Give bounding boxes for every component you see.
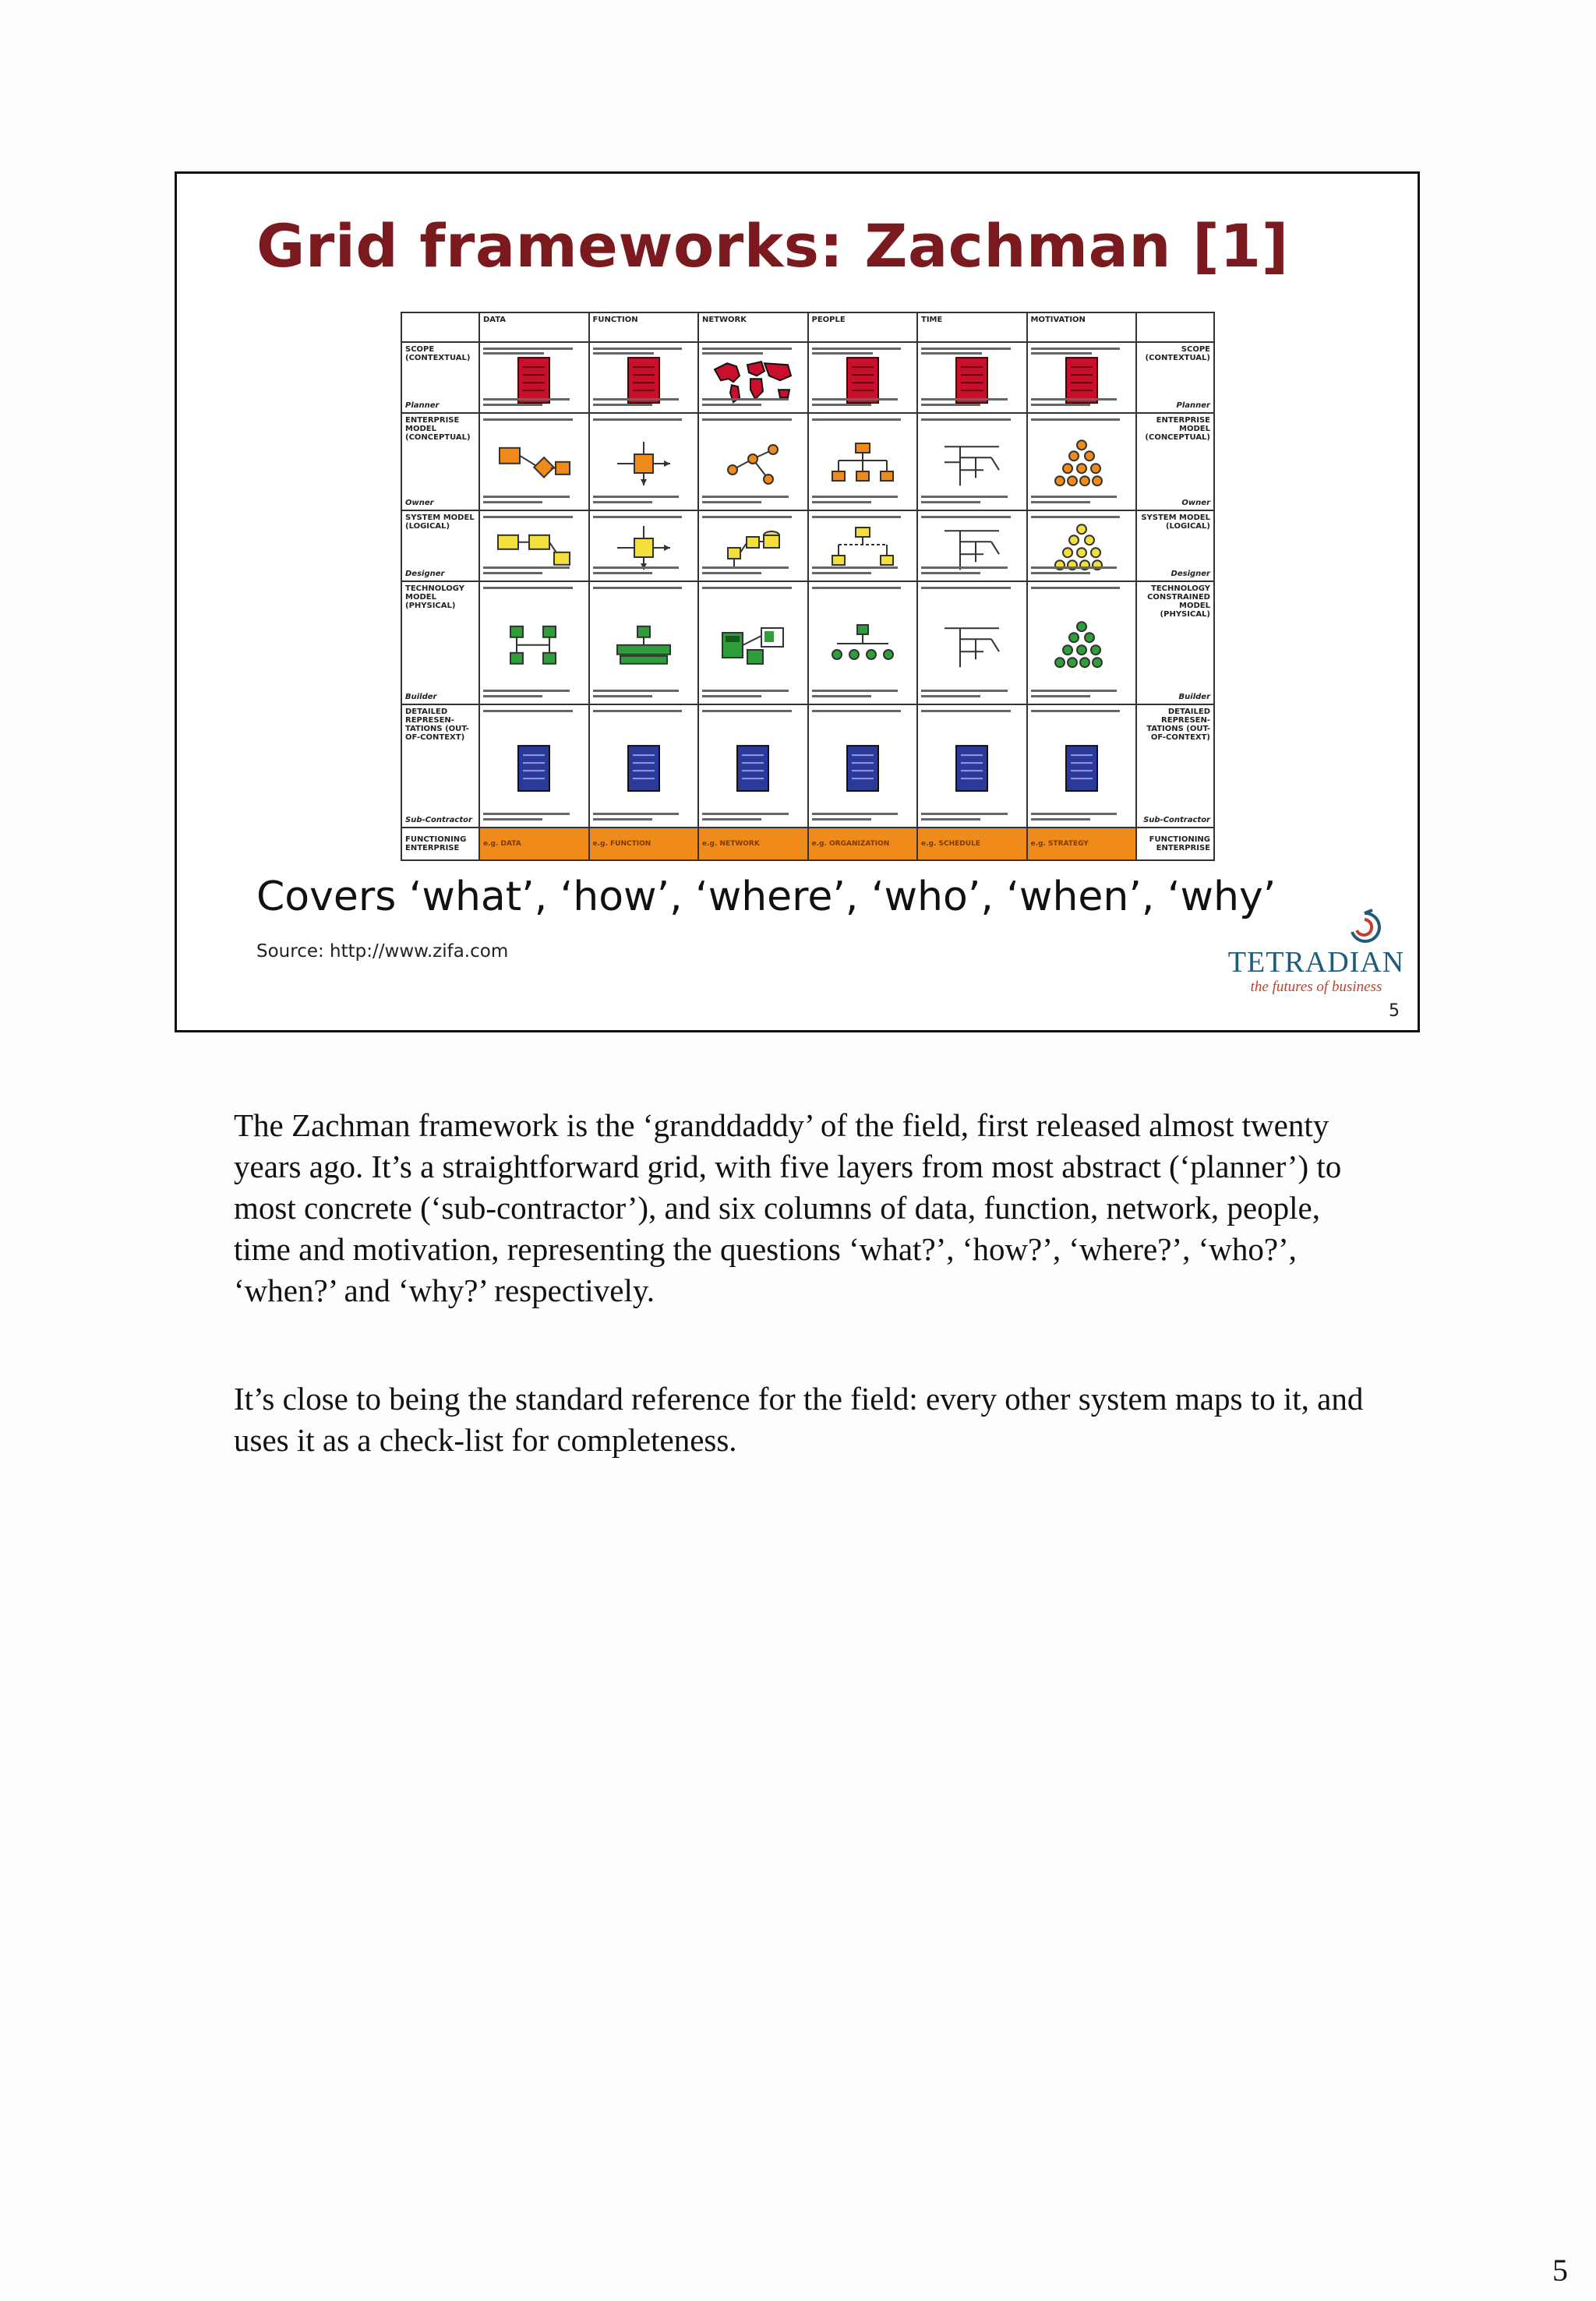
grid-cell: [917, 413, 1027, 510]
row-role-owner-right: Owner: [1181, 498, 1210, 507]
document-list-icon: [517, 356, 551, 404]
column-header-people: PEOPLE: [808, 312, 918, 342]
grid-row-enterprise-model: [401, 413, 1214, 510]
row-role-builder: Builder: [405, 692, 437, 701]
grid-cell: [1027, 342, 1137, 413]
row-role-subcontractor-right: Sub-Contractor: [1143, 816, 1210, 824]
node-network-icon: [722, 440, 784, 487]
process-flow-icon: [613, 440, 675, 487]
physical-data-icon: [503, 623, 565, 667]
row-label-detailed-representations: DETAILED REPRESEN-TATIONS (OUT-OF-CONTEXT) Sub-Contractor: [401, 704, 479, 828]
system-architecture-icon: [718, 622, 788, 669]
footer-cell-time: e.g. SCHEDULE: [917, 828, 1027, 860]
rule-specification-icon: [1065, 744, 1099, 792]
document-list-icon: [846, 356, 880, 404]
grid-cell: [589, 342, 699, 413]
grid-cell: [808, 413, 918, 510]
grid-cell: [479, 704, 589, 828]
grid-cell: [917, 510, 1027, 581]
column-header-data: DATA: [479, 312, 589, 342]
goal-tree-icon: [1050, 439, 1113, 489]
entity-relationship-icon: [495, 442, 573, 485]
grid-row-functioning-enterprise: [401, 828, 1214, 860]
grid-row-system-model: [401, 510, 1214, 581]
grid-corner-right: [1136, 312, 1214, 342]
grid-cell: [917, 581, 1027, 704]
page-number: 5: [1552, 2253, 1568, 2288]
row-role-designer: Designer: [405, 569, 445, 578]
notes-paragraph-1: The Zachman framework is the ‘granddaddy’ of the field, first released almost twenty years ago. It’s a straightforward grid, with five layers from most abstract (‘planner’) to most concrete (‘sub-contractor’), and six columns of data, function, network, people, time and motivation, representing the questions ‘what?’, ‘how?’, ‘where?’, ‘who?’, ‘when?’ and ‘why?’ respectively.: [234, 1107, 1342, 1308]
footer-cell-function: e.g. FUNCTION: [589, 828, 699, 860]
grid-cell: [479, 510, 589, 581]
row-role-owner: Owner: [405, 498, 434, 507]
row-role-planner: Planner: [405, 401, 440, 411]
grid-cell: [698, 704, 808, 828]
grid-row-technology-model: [401, 581, 1214, 704]
slide-title: Grid frameworks: Zachman [1]: [256, 211, 1289, 281]
tetradian-logo-icon: [1346, 909, 1383, 949]
row-role-designer-right: Designer: [1171, 569, 1210, 578]
footer-cell-people: e.g. ORGANIZATION: [808, 828, 918, 860]
grid-row-scope: [401, 342, 1214, 413]
row-label-technology-model-right: TECHNOLOGY CONSTRAINED MODEL (PHYSICAL) Builder: [1136, 581, 1214, 704]
row-label-system-model-right: SYSTEM MODEL (LOGICAL) Designer: [1136, 510, 1214, 581]
column-header-time: TIME: [917, 312, 1027, 342]
grid-cell: [1027, 413, 1137, 510]
document-list-icon: [1065, 356, 1099, 404]
grid-cell: [698, 413, 808, 510]
slide-frame: [175, 171, 1420, 1032]
logo-name: TETRADIAN: [1227, 946, 1405, 979]
column-header-function: FUNCTION: [589, 312, 699, 342]
grid-cell: [1027, 510, 1137, 581]
presentation-architecture-icon: [828, 622, 898, 669]
row-role-planner-right: Planner: [1176, 401, 1210, 411]
program-icon: [627, 744, 661, 792]
rule-design-icon: [1050, 620, 1113, 670]
row-role-builder-right: Builder: [1178, 692, 1210, 701]
row-label-enterprise-model: ENTERPRISE MODEL (CONCEPTUAL) Owner: [401, 413, 479, 510]
logo-tagline: the futures of business: [1250, 979, 1382, 995]
grid-row-detailed-representations: [401, 704, 1214, 828]
network-architecture-icon: [736, 744, 770, 792]
grid-cell: [1027, 581, 1137, 704]
grid-cell: [698, 342, 808, 413]
grid-cell: [698, 581, 808, 704]
human-interface-icon: [828, 524, 898, 571]
zachman-grid: [401, 312, 1215, 861]
zachman-table: [401, 312, 1215, 861]
distributed-system-icon: [722, 524, 784, 571]
grid-cell: [589, 704, 699, 828]
grid-cell: [808, 581, 918, 704]
row-label-system-model: SYSTEM MODEL (LOGICAL) Designer: [401, 510, 479, 581]
document-list-icon: [955, 356, 989, 404]
grid-cell: [808, 704, 918, 828]
data-definition-icon: [517, 744, 551, 792]
control-structure-icon: [937, 620, 1007, 670]
notes-paragraph-2: It’s close to being the standard reference for the field: every other system maps to it, and uses it as a check-list for completeness.: [234, 1381, 1364, 1458]
footer-cell-data: e.g. DATA: [479, 828, 589, 860]
system-design-icon: [613, 623, 675, 667]
grid-cell: [589, 413, 699, 510]
row-label-scope: SCOPE (CONTEXTUAL) Planner: [401, 342, 479, 413]
grid-cell: [589, 510, 699, 581]
row-label-detailed-representations-right: DETAILED REPRESEN-TATIONS (OUT-OF-CONTEXT) Sub-Contractor: [1136, 704, 1214, 828]
slide-number: 5: [1389, 1001, 1400, 1021]
schedule-icon: [937, 439, 1007, 489]
grid-corner-left: [401, 312, 479, 342]
footer-cell-network: e.g. NETWORK: [698, 828, 808, 860]
grid-cell: [479, 581, 589, 704]
grid-cell: [589, 581, 699, 704]
row-label-functioning-enterprise-right: FUNCTIONING ENTERPRISE: [1136, 828, 1214, 860]
security-architecture-icon: [846, 744, 880, 792]
grid-cell: [808, 342, 918, 413]
slide-subtitle: Covers ‘what’, ‘how’, ‘where’, ‘who’, ‘when’, ‘why’: [256, 873, 1276, 920]
timing-definition-icon: [955, 744, 989, 792]
grid-cell: [917, 342, 1027, 413]
document-list-icon: [627, 356, 661, 404]
grid-cell: [479, 413, 589, 510]
data-model-icon: [495, 526, 573, 570]
row-label-functioning-enterprise: FUNCTIONING ENTERPRISE: [401, 828, 479, 860]
column-header-network: NETWORK: [698, 312, 808, 342]
footer-cell-motivation: e.g. STRATEGY: [1027, 828, 1137, 860]
grid-header-row: [401, 312, 1214, 342]
org-chart-icon: [828, 440, 898, 487]
application-architecture-icon: [613, 524, 675, 571]
grid-cell: [479, 342, 589, 413]
row-label-scope-right: SCOPE (CONTEXTUAL) Planner: [1136, 342, 1214, 413]
slide-source: Source: http://www.zifa.com: [256, 941, 509, 962]
grid-cell: [917, 704, 1027, 828]
row-label-technology-model: TECHNOLOGY MODEL (PHYSICAL) Builder: [401, 581, 479, 704]
row-label-enterprise-model-right: ENTERPRISE MODEL (CONCEPTUAL) Owner: [1136, 413, 1214, 510]
speaker-notes: [234, 1105, 1372, 1528]
grid-cell: [808, 510, 918, 581]
column-header-motivation: MOTIVATION: [1027, 312, 1137, 342]
grid-cell: [1027, 704, 1137, 828]
row-role-subcontractor: Sub-Contractor: [405, 816, 472, 824]
grid-cell: [698, 510, 808, 581]
